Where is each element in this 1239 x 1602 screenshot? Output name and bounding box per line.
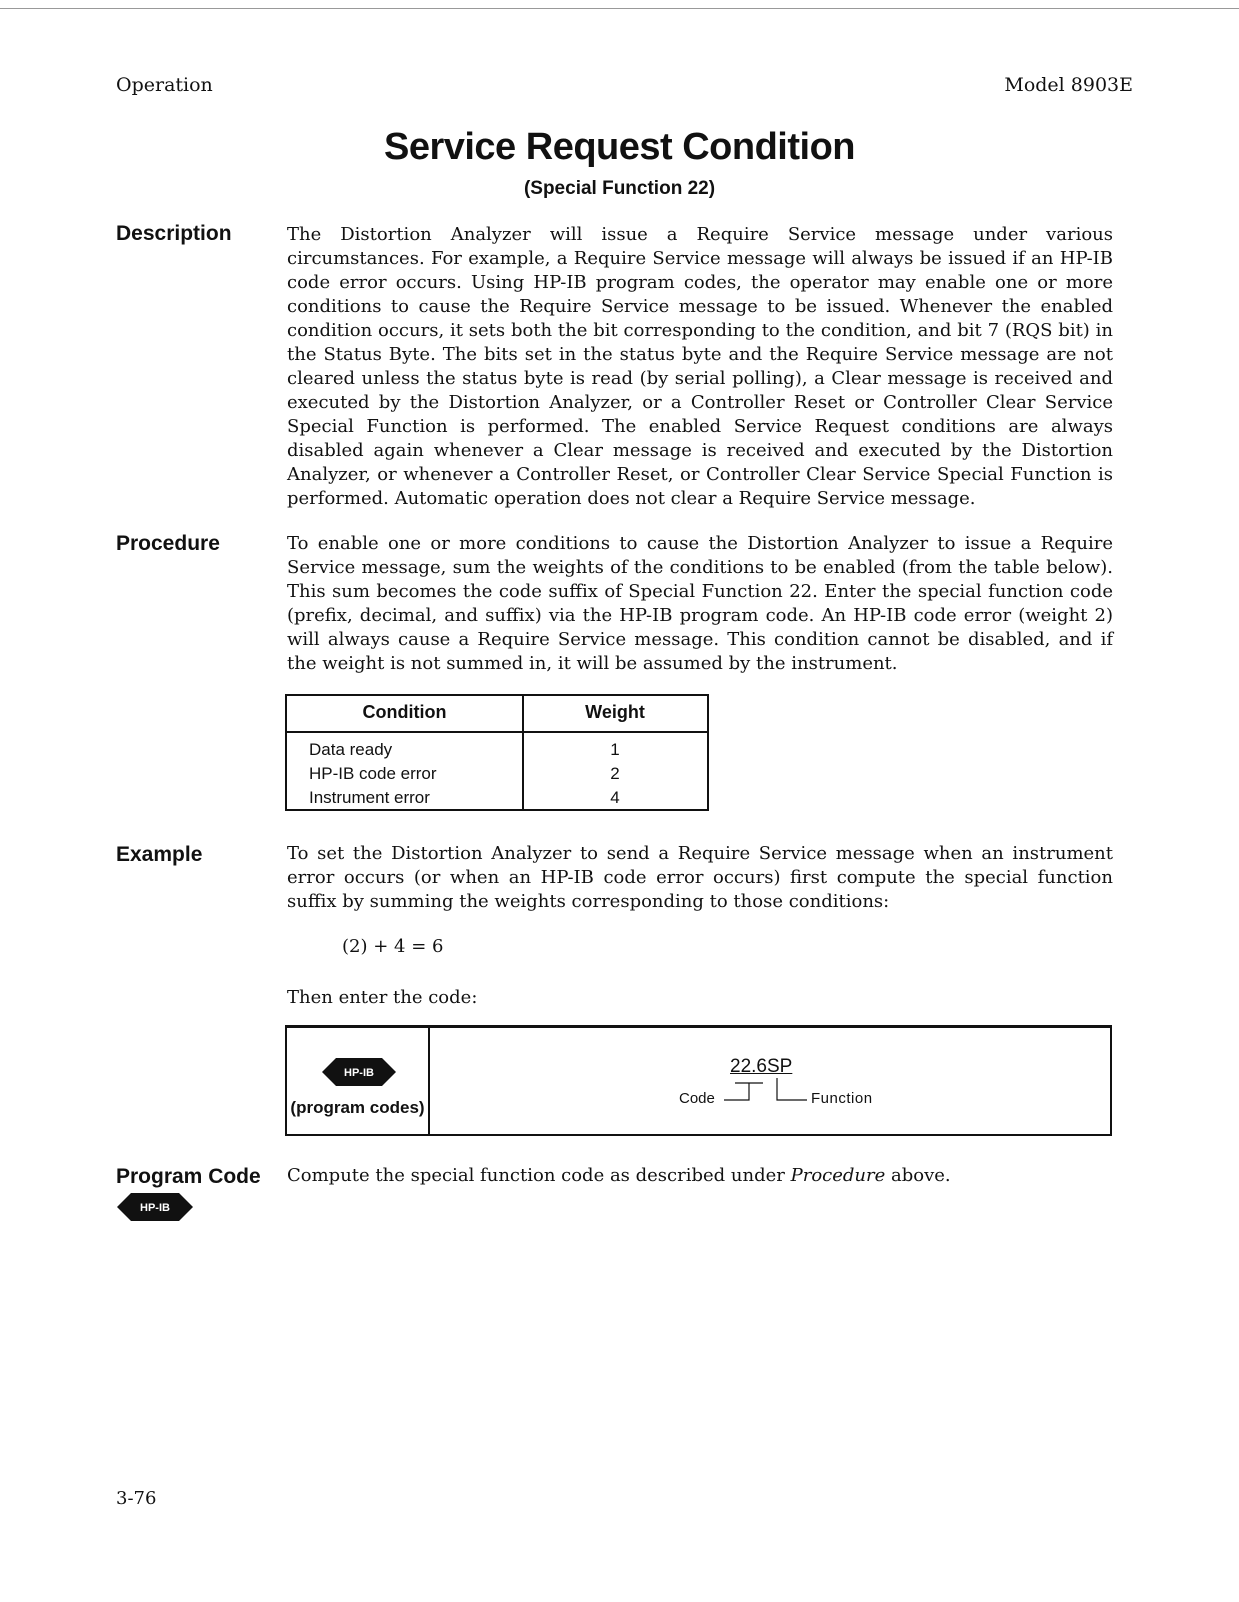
table-row xyxy=(287,786,707,810)
example-label: Example xyxy=(116,843,203,866)
page-subtitle: (Special Function 22) xyxy=(523,178,716,199)
page-number: 3-76 xyxy=(116,1488,157,1509)
table-header-rule xyxy=(287,731,707,733)
hpib-badge-text: HP-IB xyxy=(344,1067,374,1079)
hpib-badge-text: HP-IB xyxy=(140,1202,170,1214)
program-code-text xyxy=(287,1165,951,1186)
program-code-text-em: Procedure xyxy=(790,1165,886,1186)
special-function-code: 22.6SP xyxy=(730,1056,793,1077)
code-callout-label: Code xyxy=(679,1090,715,1107)
weight-cell: 2 xyxy=(610,764,620,783)
running-header-section: Operation xyxy=(116,74,213,96)
program-codes-label: (program codes) xyxy=(290,1098,425,1117)
top-rule xyxy=(0,8,1239,9)
page-title: Service Request Condition xyxy=(383,126,856,168)
table-row xyxy=(287,762,707,786)
procedure-text: To enable one or more conditions to cause the Distortion Analyzer to issue a Require Service message, sum the weights of the conditions to be enabled (from the table below). This sum becomes the code suffix of Special Function 22. Enter the special function code (prefix, decimal, and suffix) via the HP-IB program code. An HP-IB code error (weight 2) will always cause a Require Service message. This condition cannot be disabled, and if the weight is not summed in, it will be assumed by the instrument. xyxy=(287,533,1113,674)
description-label: Description xyxy=(116,222,232,245)
table-header-condition: Condition xyxy=(362,702,447,722)
program-code-text-a: Compute the special function code as described under xyxy=(287,1165,791,1186)
program-code-box xyxy=(285,1025,1112,1136)
condition-cell: Data ready xyxy=(309,740,393,759)
hpib-badge-icon xyxy=(117,1193,193,1221)
condition-weight-table xyxy=(285,694,709,811)
code-callout-lines xyxy=(287,1028,1114,1139)
description-text: The Distortion Analyzer will issue a Require Service message under various circumstances. For example, a Require Service message will always be issued if an HP-IB code error occurs. Using HP-IB program codes, the operator may enable one or more conditions to cause the Require Service message to be issued. Whenever the enabled condition occurs, it sets both the bit corresponding to the condition, and bit 7 (RQS bit) in the Status Byte. The bits set in the status byte and the Require Service message are not cleared unless the status byte is read (by serial polling), a Clear message is received and executed by the Distortion Analyzer, or a Controller Reset or Controller Clear Service Special Function is performed. The enabled Service Request conditions are always disabled again whenever a Clear message is received and executed by the Distortion Analyzer, or whenever a Controller Reset, or Controller Clear Service Special Function is performed. Automatic operation does not clear a Require Service message. xyxy=(287,224,1113,509)
table-header-weight: Weight xyxy=(585,702,645,722)
weight-cell: 1 xyxy=(610,740,620,759)
table-row xyxy=(287,738,707,762)
running-header-model: Model 8903E xyxy=(1004,74,1133,96)
weight-cell: 4 xyxy=(610,788,620,807)
procedure-label: Procedure xyxy=(116,532,220,555)
function-callout-label: Function xyxy=(811,1090,873,1107)
condition-cell: Instrument error xyxy=(309,788,430,807)
weight-sum-formula: (2) + 4 = 6 xyxy=(342,936,444,957)
example-text: To set the Distortion Analyzer to send a Require Service message when an instrument error occurs (or when an HP-IB code error occurs) first compute the special function suffix by summing the weights corresponding to those conditions: xyxy=(287,843,1113,912)
then-enter-text: Then enter the code: xyxy=(287,987,478,1008)
condition-cell: HP-IB code error xyxy=(309,764,437,783)
program-code-text-b: above. xyxy=(885,1165,951,1186)
program-code-label: Program Code xyxy=(116,1165,261,1188)
